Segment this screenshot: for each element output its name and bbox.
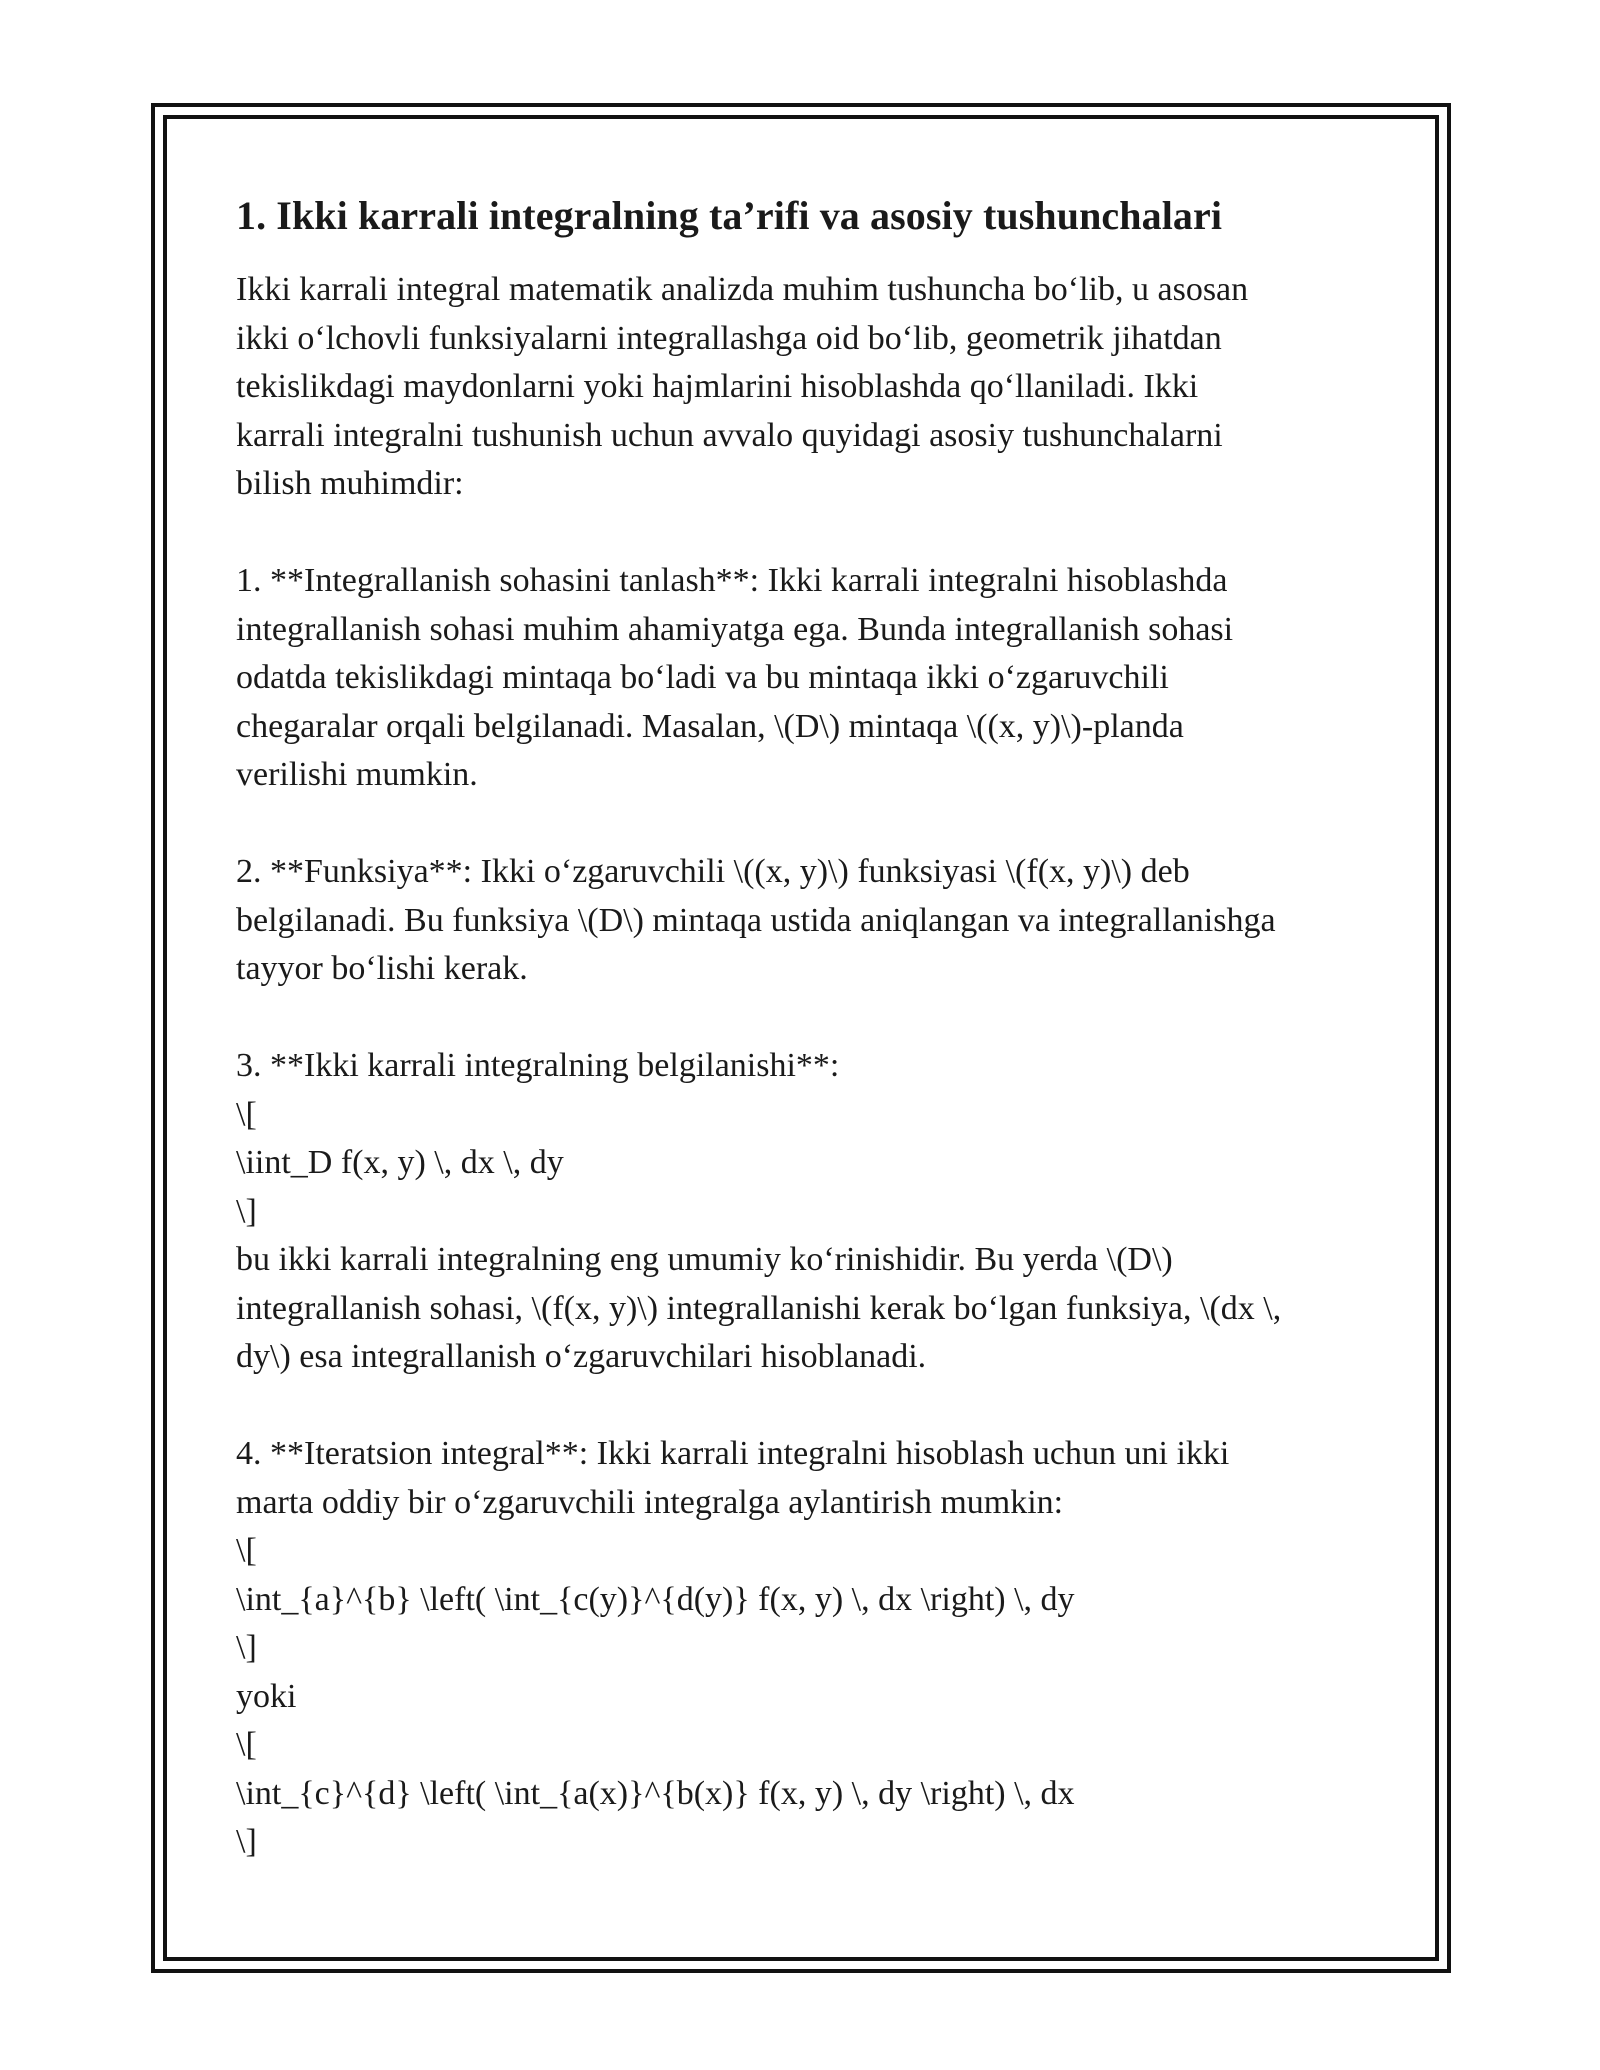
item-2-paragraph [236, 848, 1366, 994]
item-3-paragraph [236, 1042, 1366, 1382]
math-expression: \iint_D f(x, y) \, dx \, dy [236, 1144, 564, 1181]
math-delimiter-close: \] [236, 1192, 257, 1230]
item-4-paragraph [236, 1430, 1366, 1867]
text-line: ikki o‘lchovli funksiyalarni integrallashga oid bo‘lib, geometrik jihatdan [236, 319, 1222, 357]
text-line: tayyor bo‘lishi kerak. [236, 950, 528, 987]
item-1-paragraph [236, 557, 1366, 800]
text-line: belgilanadi. Bu funksiya \(D\) mintaqa ustida aniqlangan va integrallanishga [236, 901, 1276, 939]
text-line: yoki [236, 1677, 297, 1715]
paragraph-gap [236, 800, 1366, 849]
text-line: bilish muhimdir: [236, 465, 464, 502]
text-line: Ikki karrali integral matematik analizda muhim tushuncha bo‘lib, u asosan [236, 271, 1249, 308]
text-line: tekislikdagi maydonlarni yoki hajmlarini hisoblashda qo‘llaniladi. Ikki [236, 368, 1199, 405]
text-line: 1. **Integrallanish sohasini tanlash**: Ikki karrali integralni hisoblashda [236, 562, 1228, 599]
math-delimiter-open: \[ [236, 1532, 257, 1569]
text-line: 3. **Ikki karrali integralning belgilanishi**: [236, 1047, 840, 1084]
text-line: 4. **Iteratsion integral**: Ikki karrali integralni hisoblash uchun uni ikki [236, 1435, 1230, 1472]
math-delimiter-open: \[ [236, 1095, 257, 1133]
section-heading: 1. Ikki karrali integralning ta’rifi va asosiy tushunchalari [236, 193, 1223, 238]
text-line: integrallanish sohasi muhim ahamiyatga ega. Bunda integrallanish sohasi [236, 610, 1234, 648]
math-delimiter-open: \[ [236, 1726, 257, 1763]
paragraph-gap [236, 994, 1366, 1043]
text-line: chegaralar orqali belgilanadi. Masalan, \(D\) mintaqa \((x, y)\)-planda [236, 707, 1184, 745]
text-line: 2. **Funksiya**: Ikki o‘zgaruvchili \((x, y)\) funksiyasi \(f(x, y)\) deb [236, 853, 1190, 890]
text-line: integrallanish sohasi, \(f(x, y)\) integrallanishi kerak bo‘lgan funksiya, \(dx \, [236, 1289, 1282, 1327]
text-line: odatda tekislikdagi mintaqa bo‘ladi va bu mintaqa ikki o‘zgaruvchili [236, 659, 1169, 696]
text-line: bu ikki karrali integralning eng umumiy ko‘rinishidir. Bu yerda \(D\) [236, 1241, 1173, 1278]
math-expression: \int_{a}^{b} \left( \int_{c(y)}^{d(y)} f(x, y) \, dx \right) \, dy [236, 1580, 1075, 1618]
math-delimiter-close: \] [236, 1823, 257, 1860]
text-line: marta oddiy bir o‘zgaruvchili integralga aylantirish mumkin: [236, 1483, 1064, 1521]
math-delimiter-close: \] [236, 1629, 257, 1666]
text-line: karrali integralni tushunish uchun avvalo quyidagi asosiy tushunchalarni [236, 416, 1223, 454]
math-expression: \int_{c}^{d} \left( \int_{a(x)}^{b(x)} f(x, y) \, dy \right) \, dx [236, 1774, 1075, 1812]
paragraph-gap [236, 509, 1366, 558]
document-body [236, 190, 1366, 1867]
intro-paragraph [236, 266, 1366, 509]
paragraph-gap [236, 1382, 1366, 1431]
text-line: dy\) esa integrallanish o‘zgaruvchilari hisoblanadi. [236, 1338, 927, 1375]
text-line: verilishi mumkin. [236, 756, 478, 793]
